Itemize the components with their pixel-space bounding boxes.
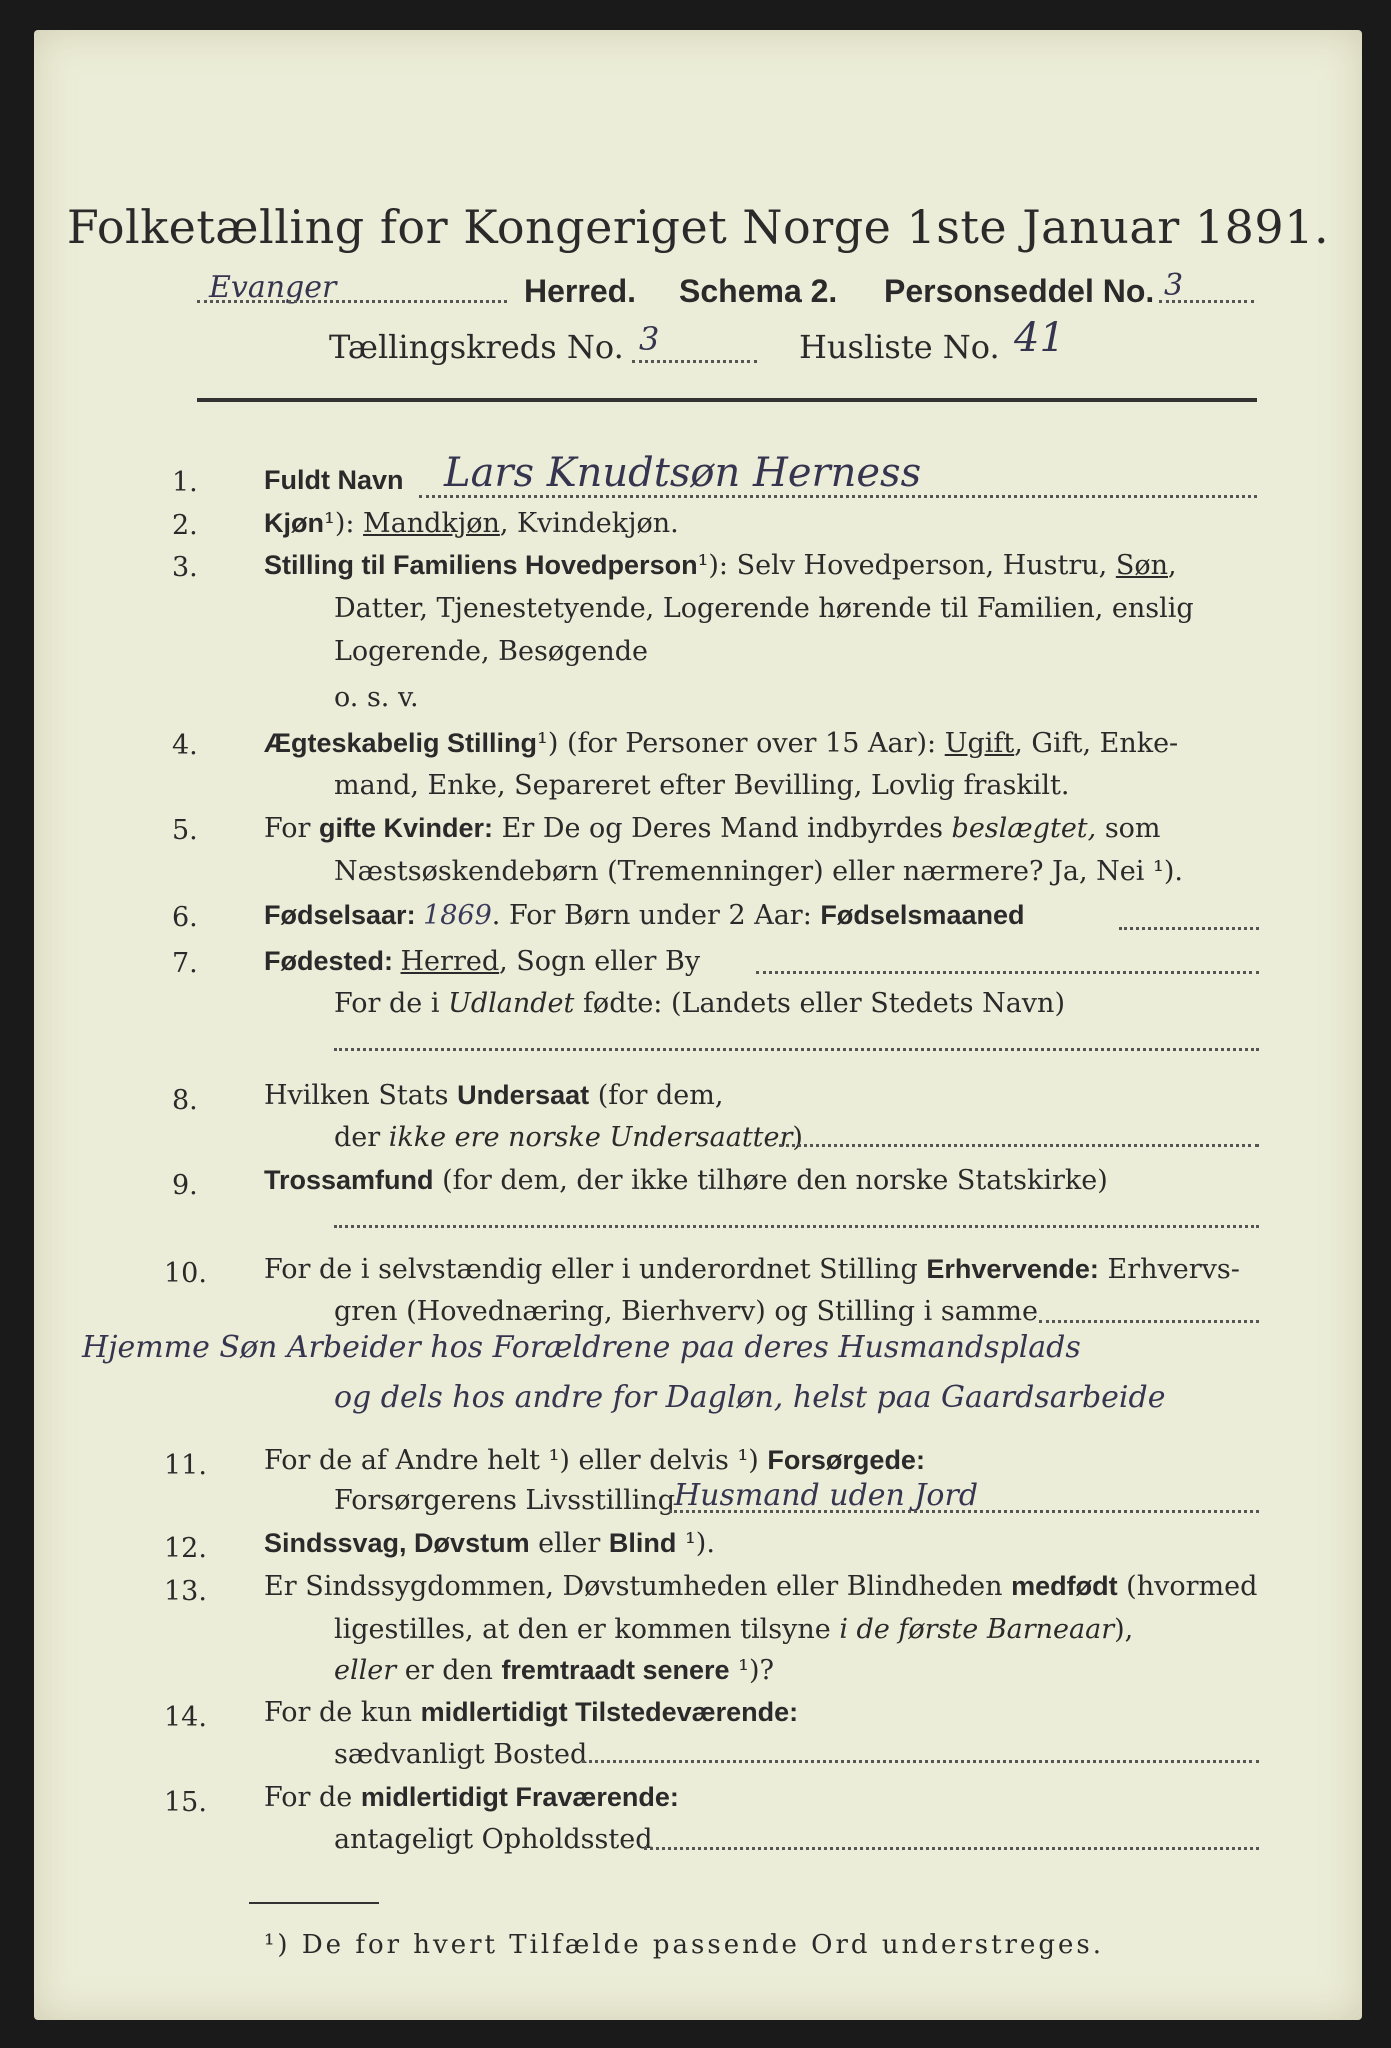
item-number: 1. bbox=[172, 467, 198, 498]
item-number: 8. bbox=[172, 1085, 198, 1116]
item-text-pre: For de i selvstændig eller i underordnet Stilling bbox=[264, 1254, 927, 1285]
item-text bbox=[264, 1571, 1257, 1602]
item-italic: Udlandet bbox=[448, 988, 575, 1019]
herred-leader bbox=[197, 300, 507, 303]
census-form bbox=[34, 30, 1362, 2020]
provider-leader bbox=[669, 1510, 1259, 1513]
foreign-leader bbox=[334, 1048, 1259, 1051]
item-label: midlertidigt Fraværende: bbox=[360, 1782, 679, 1812]
item-label: Ægteskabelig Stilling bbox=[264, 728, 538, 758]
item-text-b: ¹). bbox=[676, 1528, 715, 1559]
handwritten-occupation-1: Hjemme Søn Arbeider hos Forældrene paa deres Husmandsplads bbox=[82, 1330, 1081, 1365]
item-line-2 bbox=[334, 1614, 1133, 1645]
item-line-2: Datter, Tjenestetyende, Logerende hørende til Familien, enslig bbox=[334, 593, 1194, 624]
kjon-colon: : bbox=[345, 508, 364, 539]
personseddel-label: Personseddel No. bbox=[884, 273, 1155, 309]
item-text-pre: Hvilken Stats bbox=[264, 1080, 458, 1111]
item-number: 10. bbox=[164, 1258, 207, 1289]
item-number: 14. bbox=[164, 1702, 207, 1733]
item-text-a: ¹): Selv Hovedperson, Hustru, bbox=[697, 550, 1116, 581]
item-text bbox=[264, 1782, 679, 1813]
item-text-a: er den bbox=[396, 1655, 502, 1686]
item-text-pre: Er Sindssygdommen, Døvstumheden eller Blindheden bbox=[264, 1571, 1012, 1602]
item-label: gifte Kvinder: bbox=[319, 813, 494, 843]
item-italic: eller bbox=[334, 1655, 397, 1686]
item-text-b: ¹)? bbox=[729, 1655, 774, 1686]
item-label-2: Fødselsmaaned bbox=[820, 900, 1025, 930]
birthplace-herred: Herred bbox=[400, 946, 500, 977]
item-italic: ikke ere norske Undersaatter bbox=[388, 1122, 793, 1153]
item-number: 6. bbox=[172, 902, 198, 933]
item-number: 3. bbox=[172, 552, 198, 583]
form-title: Folketælling for Kongeriget Norge 1ste Januar 1891. bbox=[66, 200, 1330, 254]
item-text bbox=[264, 813, 1161, 844]
item-text bbox=[264, 550, 1177, 581]
item-label: Fuldt Navn bbox=[264, 465, 404, 495]
kjon-option-mand: Mandkjøn bbox=[363, 508, 500, 539]
name-leader bbox=[419, 495, 1257, 498]
item-text-pre: For bbox=[264, 813, 320, 844]
item-line-2 bbox=[334, 988, 1065, 1019]
item-text-a: , Sogn eller By bbox=[499, 946, 701, 977]
item-number: 2. bbox=[172, 510, 198, 541]
item-line-2: Forsørgerens Livsstilling bbox=[334, 1485, 676, 1516]
item-line-4: o. s. v. bbox=[334, 682, 419, 713]
item-label: Trossamfund bbox=[264, 1165, 434, 1195]
item-italic: beslægtet, bbox=[951, 813, 1097, 844]
item-text bbox=[264, 1080, 723, 1111]
undersaat-leader bbox=[779, 1144, 1259, 1147]
item-label: midlertidigt Tilstedeværende: bbox=[420, 1697, 799, 1727]
item-label: Kjøn bbox=[264, 508, 324, 538]
item-text bbox=[264, 1165, 1108, 1196]
item-line-2: antageligt Opholdssted bbox=[334, 1824, 653, 1855]
item-text bbox=[264, 508, 679, 539]
item-text-pre: For de kun bbox=[264, 1697, 421, 1728]
handwritten-name: Lars Knudtsøn Herness bbox=[444, 450, 922, 496]
item-label: Fødselsaar: bbox=[264, 900, 424, 930]
item-text-post: ) bbox=[792, 1122, 803, 1153]
item-text-pre: For de i bbox=[334, 988, 449, 1019]
erhverv-leader bbox=[1039, 1320, 1259, 1323]
birthplace-leader bbox=[756, 971, 1259, 974]
herred-label: Herred. bbox=[524, 273, 637, 309]
item-text-a: (hvormed bbox=[1117, 1571, 1258, 1602]
item-label: Sindssvag, Døvstum bbox=[264, 1528, 530, 1558]
item-text-a: Erhvervs- bbox=[1098, 1254, 1240, 1285]
item-text bbox=[264, 728, 1178, 759]
taellingskreds-label: Tællingskreds No. bbox=[329, 328, 624, 366]
taellingskreds-leader bbox=[632, 360, 757, 363]
header-rule bbox=[197, 398, 1257, 402]
handwritten-herred: Evanger bbox=[209, 270, 337, 305]
kjon-option-kvinde: , Kvindekjøn. bbox=[499, 508, 679, 539]
item-italic: i de første Barneaar bbox=[839, 1614, 1115, 1645]
item-number: 7. bbox=[172, 948, 198, 979]
item-number: 13. bbox=[164, 1576, 207, 1607]
item-number: 12. bbox=[164, 1533, 207, 1564]
item-text-post: fødte: (Landets eller Stedets Navn) bbox=[574, 988, 1065, 1019]
item-label: Stilling til Familiens Hovedperson bbox=[264, 550, 698, 580]
item-text-post: ), bbox=[1114, 1614, 1134, 1645]
husliste-label: Husliste No. bbox=[799, 328, 1000, 366]
item-line-2: mand, Enke, Separeret efter Bevilling, Lovlig fraskilt. bbox=[334, 770, 1070, 801]
handwritten-provider: Husmand uden Jord bbox=[674, 1478, 979, 1513]
footnote: ¹) De for hvert Tilfælde passende Ord understreges. bbox=[264, 1930, 1105, 1960]
item-line-3: Logerende, Besøgende bbox=[334, 636, 648, 667]
birthmonth-leader bbox=[1119, 927, 1259, 930]
footnote-rule bbox=[249, 1902, 379, 1904]
handwritten-personseddel-no: 3 bbox=[1164, 268, 1184, 303]
item-line-2: gren (Hovednæring, Bierhverv) og Stilling i samme bbox=[334, 1296, 1039, 1327]
schema-label: Schema 2. bbox=[679, 273, 838, 309]
item-label: Forsørgede: bbox=[767, 1445, 925, 1475]
stilling-underlined: Søn bbox=[1115, 550, 1168, 581]
trossamfund-leader bbox=[334, 1225, 1259, 1228]
item-line-2: sædvanligt Bosted bbox=[334, 1739, 588, 1770]
item-text-a: (for dem, bbox=[589, 1080, 724, 1111]
item-text-pre: der bbox=[334, 1122, 389, 1153]
item-text bbox=[264, 1528, 715, 1559]
item-text-b: som bbox=[1096, 813, 1161, 844]
kjon-superscript: ¹) bbox=[324, 508, 346, 539]
item-line-2: Næstsøskendebørn (Tremenninger) eller nærmere? Ja, Nei ¹). bbox=[334, 856, 1183, 887]
item-number: 5. bbox=[172, 815, 198, 846]
item-label-2: fremtraadt senere bbox=[501, 1655, 730, 1685]
item-text bbox=[264, 1254, 1240, 1285]
civil-ugift: Ugift bbox=[944, 728, 1015, 759]
item-number: 9. bbox=[172, 1170, 198, 1201]
personseddel-leader bbox=[1159, 300, 1254, 303]
item-text-a: Er De og Deres Mand indbyrdes bbox=[493, 813, 952, 844]
item-label: medfødt bbox=[1011, 1571, 1118, 1601]
handwritten-taellingskreds-no: 3 bbox=[639, 320, 660, 358]
handwritten-husliste-no: 41 bbox=[1014, 315, 1065, 361]
item-label: Undersaat bbox=[457, 1080, 590, 1110]
item-text-b: , Gift, Enke- bbox=[1014, 728, 1179, 759]
item-number: 4. bbox=[172, 730, 198, 761]
item-label-2: Blind bbox=[608, 1528, 677, 1558]
item-number: 11. bbox=[164, 1450, 207, 1481]
item-text-b: , bbox=[1167, 550, 1177, 581]
item-text bbox=[264, 1697, 798, 1728]
item-text-a: ¹) (for Personer over 15 Aar): bbox=[537, 728, 945, 759]
item-line-2 bbox=[334, 1122, 803, 1153]
handwritten-birthyear: 1869 bbox=[423, 900, 492, 931]
item-text bbox=[264, 1445, 925, 1476]
item-text-a: . For Børn under 2 Aar: bbox=[491, 900, 821, 931]
item-line-3 bbox=[334, 1655, 774, 1686]
item-text-pre: For de af Andre helt ¹) eller delvis ¹) bbox=[264, 1445, 768, 1476]
item-text-pre: ligestilles, at den er kommen tilsyne bbox=[334, 1614, 840, 1645]
item-text-a: (for dem, der ikke tilhøre den norske Statskirke) bbox=[433, 1165, 1108, 1196]
item-label: Erhvervende: bbox=[926, 1254, 1099, 1284]
item-text bbox=[264, 900, 1024, 931]
item-text bbox=[264, 946, 700, 977]
item-text-pre: For de bbox=[264, 1782, 361, 1813]
opholdssted-leader bbox=[644, 1847, 1259, 1850]
handwritten-occupation-2: og dels hos andre for Dagløn, helst paa Gaardsarbeide bbox=[334, 1380, 1166, 1415]
item-label: Fødested: bbox=[264, 946, 401, 976]
item-number: 15. bbox=[164, 1787, 207, 1818]
bosted-leader bbox=[582, 1760, 1259, 1763]
item-text-a: eller bbox=[529, 1528, 609, 1559]
